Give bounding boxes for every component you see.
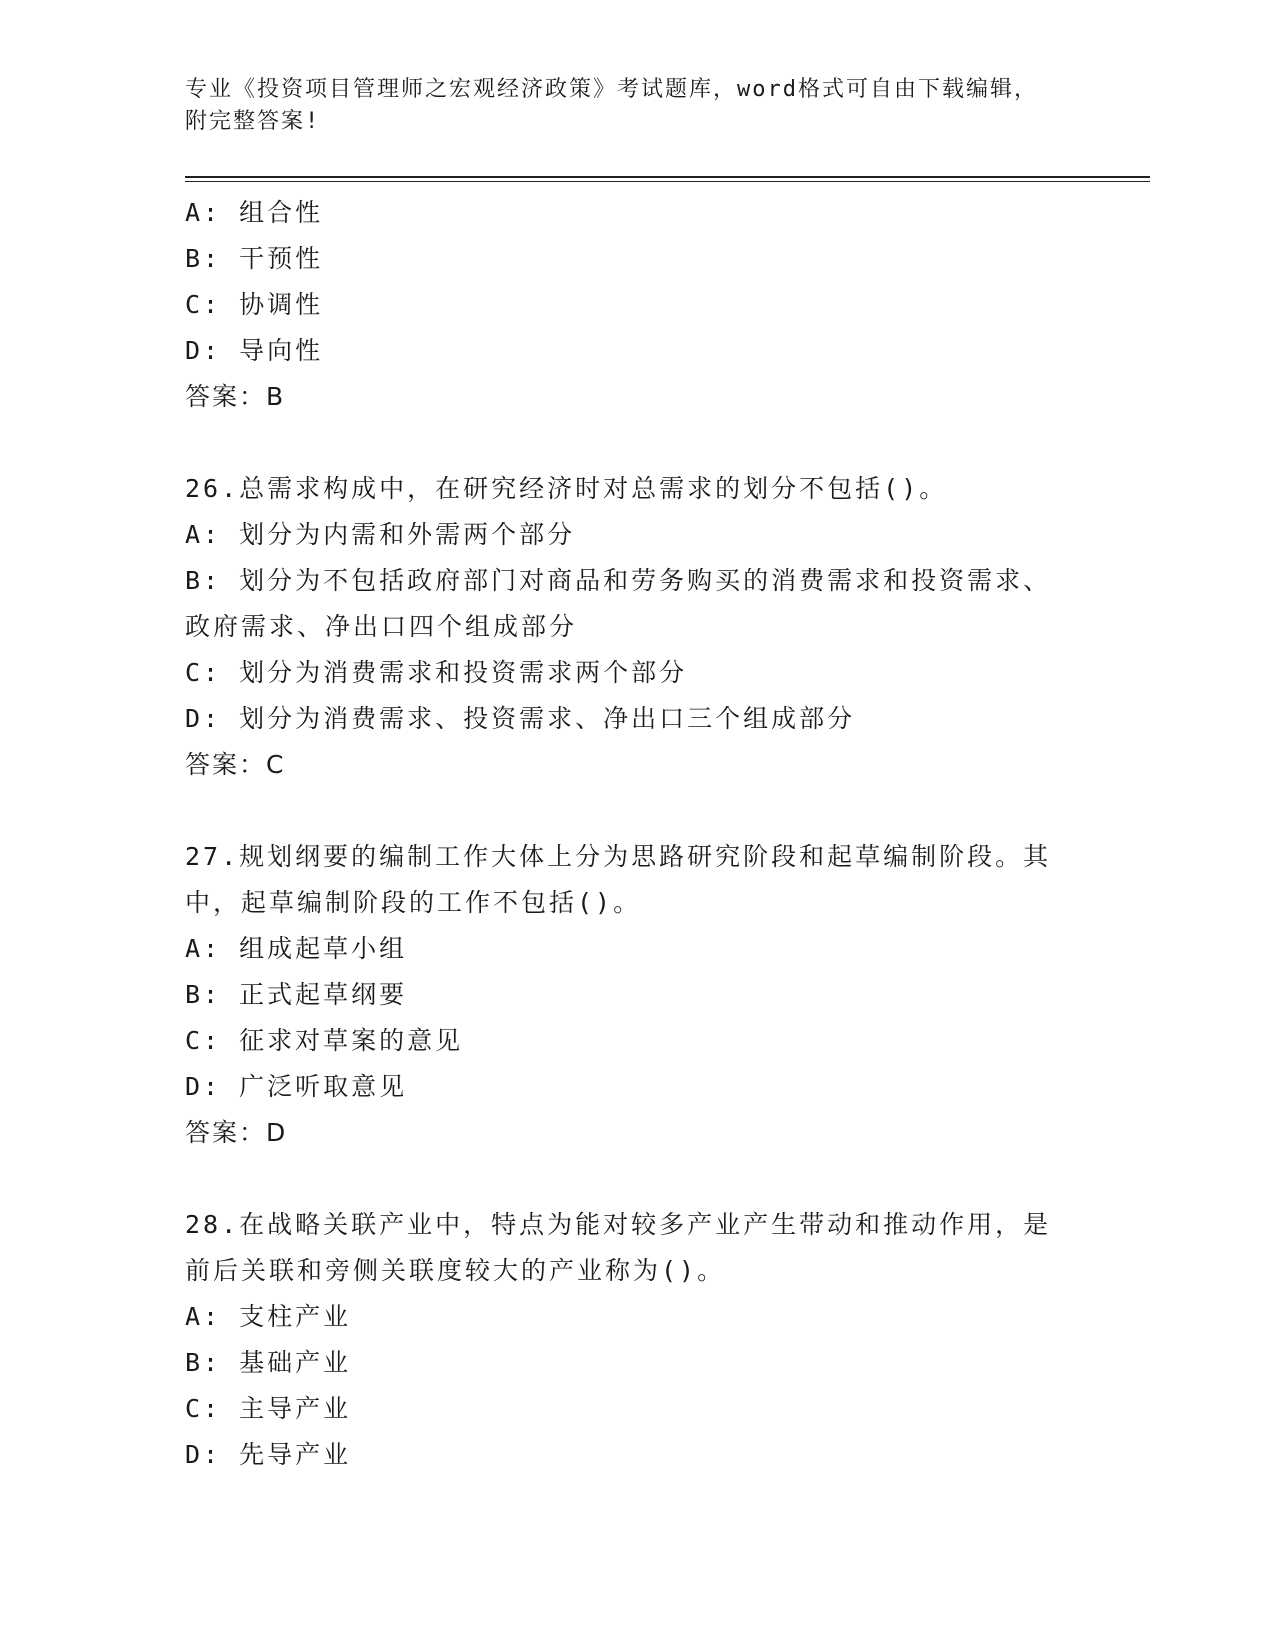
header-line-1: 专业《投资项目管理师之宏观经济政策》考试题库，word格式可自由下载编辑，: [185, 77, 1038, 102]
option-c: C: 征求对草案的意见: [185, 1026, 464, 1055]
option-a: A: 组成起草小组: [185, 934, 408, 963]
option-d: D: 广泛听取意见: [185, 1072, 408, 1101]
option-a: A: 划分为内需和外需两个部分: [185, 520, 576, 549]
answer-line: 答案：B: [185, 382, 286, 411]
option-a: A: 组合性: [185, 198, 324, 227]
option-c: C: 划分为消费需求和投资需求两个部分: [185, 658, 688, 687]
question-stem: 28.在战略关联产业中，特点为能对较多产业产生带动和推动作用，是: [185, 1210, 1052, 1239]
question-stem-continued: 中，起草编制阶段的工作不包括()。: [185, 888, 642, 917]
header-divider-thin: [185, 181, 1150, 182]
spacer: [185, 420, 1085, 466]
option-a: A: 支柱产业: [185, 1302, 352, 1331]
question-stem: 26.总需求构成中，在研究经济时对总需求的划分不包括()。: [185, 474, 948, 503]
question-26: [185, 466, 1085, 788]
question-28: [185, 1202, 1085, 1478]
option-b: B: 划分为不包括政府部门对商品和劳务购买的消费需求和投资需求、: [185, 566, 1052, 595]
answer-line: 答案：C: [185, 750, 286, 779]
option-b: B: 基础产业: [185, 1348, 352, 1377]
option-d: D: 导向性: [185, 336, 324, 365]
header-line-2: 附完整答案!: [185, 109, 321, 134]
question-25: [185, 190, 1085, 420]
answer-line: 答案：D: [185, 1118, 288, 1147]
option-c: C: 协调性: [185, 290, 324, 319]
option-d: D: 划分为消费需求、投资需求、净出口三个组成部分: [185, 704, 856, 733]
document-header: [185, 74, 1065, 138]
option-b-continued: 政府需求、净出口四个组成部分: [185, 612, 578, 641]
question-stem: 27.规划纲要的编制工作大体上分为思路研究阶段和起草编制阶段。其: [185, 842, 1052, 871]
option-d: D: 先导产业: [185, 1440, 352, 1469]
option-b: B: 干预性: [185, 244, 324, 273]
option-b: B: 正式起草纲要: [185, 980, 408, 1009]
question-list: [185, 190, 1085, 1478]
question-27: [185, 834, 1085, 1156]
option-c: C: 主导产业: [185, 1394, 352, 1423]
header-divider-thick: [185, 176, 1150, 178]
question-stem-continued: 前后关联和旁侧关联度较大的产业称为()。: [185, 1256, 726, 1285]
spacer: [185, 788, 1085, 834]
spacer: [185, 1156, 1085, 1202]
